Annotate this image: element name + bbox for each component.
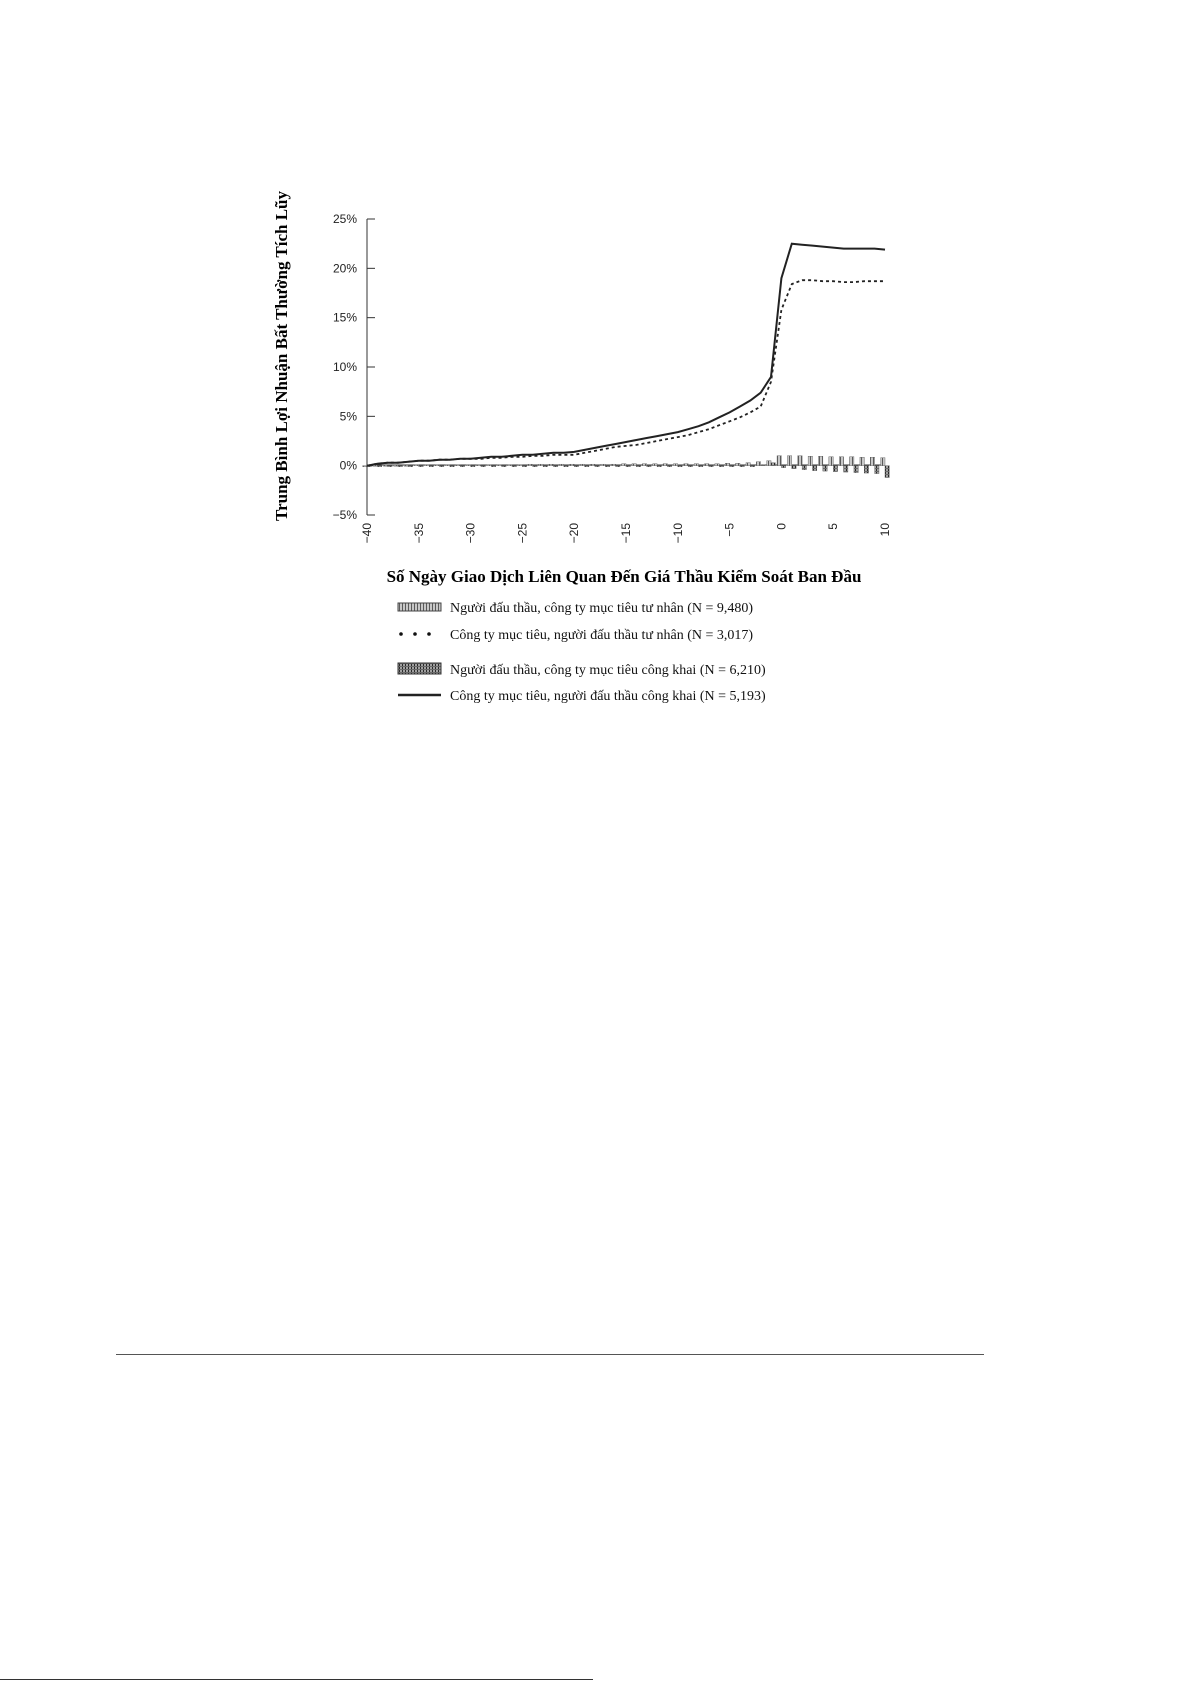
bar-private-target: [383, 465, 387, 466]
bar-private-target: [487, 465, 491, 466]
bar-public-target: [740, 466, 744, 467]
bar-public-target: [792, 466, 796, 469]
bar-private-target: [736, 463, 740, 465]
y-tick-label: 25%: [332, 212, 357, 226]
bar-public-target: [719, 466, 723, 467]
bar-public-target: [626, 466, 630, 467]
legend-swatch-target-private-bidder: [399, 632, 431, 636]
bar-private-target: [746, 463, 750, 466]
bar-private-target: [394, 465, 398, 466]
bar-private-target: [559, 464, 563, 465]
bar-public-target: [802, 466, 806, 470]
bar-public-target: [616, 466, 620, 467]
bar-public-target: [388, 466, 392, 467]
page-divider: [116, 1354, 984, 1355]
bar-public-target: [429, 466, 433, 467]
bar-private-target: [580, 464, 584, 465]
bar-public-target: [812, 466, 816, 471]
footnote-rule: [0, 1679, 593, 1680]
bar-private-target: [870, 457, 874, 465]
bar-private-target: [363, 466, 367, 467]
x-tick-label: −30: [463, 523, 478, 544]
bar-private-target: [881, 458, 885, 466]
bar-private-target: [466, 465, 470, 466]
y-tick-label: 0%: [339, 458, 357, 473]
bar-private-target: [673, 464, 677, 466]
bar-private-target: [477, 465, 481, 466]
x-tick-label: −5: [722, 523, 737, 537]
bar-public-target: [377, 466, 381, 467]
legend-label-4: Công ty mục tiêu, người đấu thầu công khai (N = 5,193): [450, 689, 766, 704]
bar-public-target: [491, 466, 495, 467]
bar-private-target: [663, 464, 667, 466]
bar-private-target: [446, 465, 450, 466]
bar-public-target: [460, 466, 464, 467]
bar-public-target: [533, 466, 537, 467]
bar-private-target: [715, 464, 719, 466]
bar-private-target: [860, 457, 864, 465]
bar-private-target: [798, 456, 802, 466]
bar-public-target: [440, 466, 444, 467]
bar-public-target: [844, 466, 848, 472]
bar-private-target: [528, 464, 532, 465]
bar-private-target: [767, 461, 771, 466]
line-target-public-bidder: [367, 244, 885, 466]
bar-public-target: [481, 466, 485, 467]
bar-private-target: [642, 464, 646, 466]
bar-private-target: [684, 464, 688, 466]
x-ticks: [360, 523, 892, 544]
bar-public-target: [471, 466, 475, 467]
bar-public-target: [574, 466, 578, 467]
bar-public-target: [678, 466, 682, 467]
bar-public-target: [781, 466, 785, 468]
bar-private-target: [694, 464, 698, 466]
bar-private-target: [497, 465, 501, 466]
y-axis-label: Trung Bình Lợi Nhuận Bất Thường Tích Lũy: [272, 191, 291, 521]
bar-public-target: [502, 466, 506, 467]
bar-private-target: [632, 464, 636, 466]
bar-public-target: [419, 466, 423, 467]
x-axis-label: Số Ngày Giao Dịch Liên Quan Đến Giá Thầu Kiểm Soát Ban Đầu: [386, 567, 862, 586]
bar-public-target: [771, 463, 775, 466]
bar-private-target: [756, 462, 760, 466]
x-tick-label: 5: [826, 523, 841, 530]
legend-label-2: Công ty mục tiêu, người đấu thầu tư nhân (N = 3,017): [450, 628, 754, 643]
x-tick-label: −40: [360, 523, 374, 544]
bar-private-target: [570, 464, 574, 465]
bar-public-target: [657, 466, 661, 467]
bar-public-target: [647, 466, 651, 467]
bar-public-target: [585, 466, 589, 467]
bar-public-target: [450, 466, 454, 467]
bar-public-target: [709, 466, 713, 467]
bar-private-target: [787, 456, 791, 466]
bar-private-target: [518, 465, 522, 466]
legend-swatch-private-target-bidder: [398, 603, 441, 611]
y-ticks: [333, 212, 375, 522]
bar-private-target: [653, 464, 657, 466]
bar-private-target: [808, 456, 812, 465]
bar-public-target: [595, 466, 599, 467]
bar-public-target: [522, 466, 526, 467]
bar-private-target: [508, 465, 512, 466]
bar-public-target: [730, 466, 734, 467]
legend: [398, 601, 766, 704]
bar-public-target: [761, 465, 765, 466]
x-tick-label: 0: [774, 523, 789, 530]
bar-private-target: [601, 464, 605, 465]
bar-private-target: [829, 457, 833, 466]
bar-public-target: [408, 466, 412, 467]
bar-private-target: [777, 456, 781, 466]
y-tick-label: 10%: [332, 360, 357, 374]
legend-label-3: Người đấu thầu, công ty mục tiêu công khai (N = 6,210): [450, 663, 766, 678]
line-series: [367, 244, 885, 466]
bar-public-target: [667, 466, 671, 467]
bar-public-target: [398, 466, 402, 467]
bar-public-target: [833, 466, 837, 472]
x-tick-label: −15: [619, 523, 633, 544]
bar-private-target: [725, 463, 729, 465]
y-tick-label: 20%: [332, 261, 357, 276]
bar-private-target: [425, 465, 429, 466]
bar-public-target: [885, 466, 889, 478]
y-tick-label: −5%: [332, 508, 357, 522]
bar-public-target: [875, 466, 879, 474]
line-target-private-bidder: [367, 280, 885, 466]
bar-private-target: [611, 464, 615, 465]
bar-public-target: [605, 466, 609, 467]
bar-private-target: [591, 464, 595, 465]
bar-private-target: [549, 464, 553, 465]
bar-private-target: [404, 465, 408, 466]
bar-private-target: [539, 464, 543, 465]
y-tick-label: 15%: [332, 310, 357, 325]
bar-public-target: [512, 466, 516, 467]
bar-private-target: [850, 457, 854, 466]
x-tick-label: −10: [670, 523, 685, 544]
bar-private-target: [414, 465, 418, 466]
legend-label-1: Người đấu thầu, công ty mục tiêu tư nhân (N = 9,480): [450, 601, 754, 616]
bar-private-target: [435, 465, 439, 466]
bar-public-target: [543, 466, 547, 467]
x-tick-label: −20: [567, 523, 582, 544]
bar-public-target: [688, 466, 692, 467]
y-tick-label: 5%: [339, 409, 357, 424]
bar-public-target: [564, 466, 568, 467]
legend-swatch-public-target-bidder: [398, 663, 441, 674]
x-tick-label: −35: [411, 523, 426, 544]
bar-private-target: [818, 456, 822, 465]
bar-public-target: [854, 466, 858, 473]
x-tick-label: 10: [878, 523, 892, 537]
bar-private-target: [705, 464, 709, 466]
bar-private-target: [622, 464, 626, 466]
bar-public-target: [636, 466, 640, 467]
bar-public-target: [699, 466, 703, 467]
bar-private-target: [456, 465, 460, 466]
bar-private-target: [839, 457, 843, 466]
x-tick-label: −25: [515, 523, 530, 544]
bar-public-target: [750, 466, 754, 467]
bar-public-target: [823, 466, 827, 471]
bar-public-target: [553, 466, 557, 467]
bar-public-target: [864, 466, 868, 473]
